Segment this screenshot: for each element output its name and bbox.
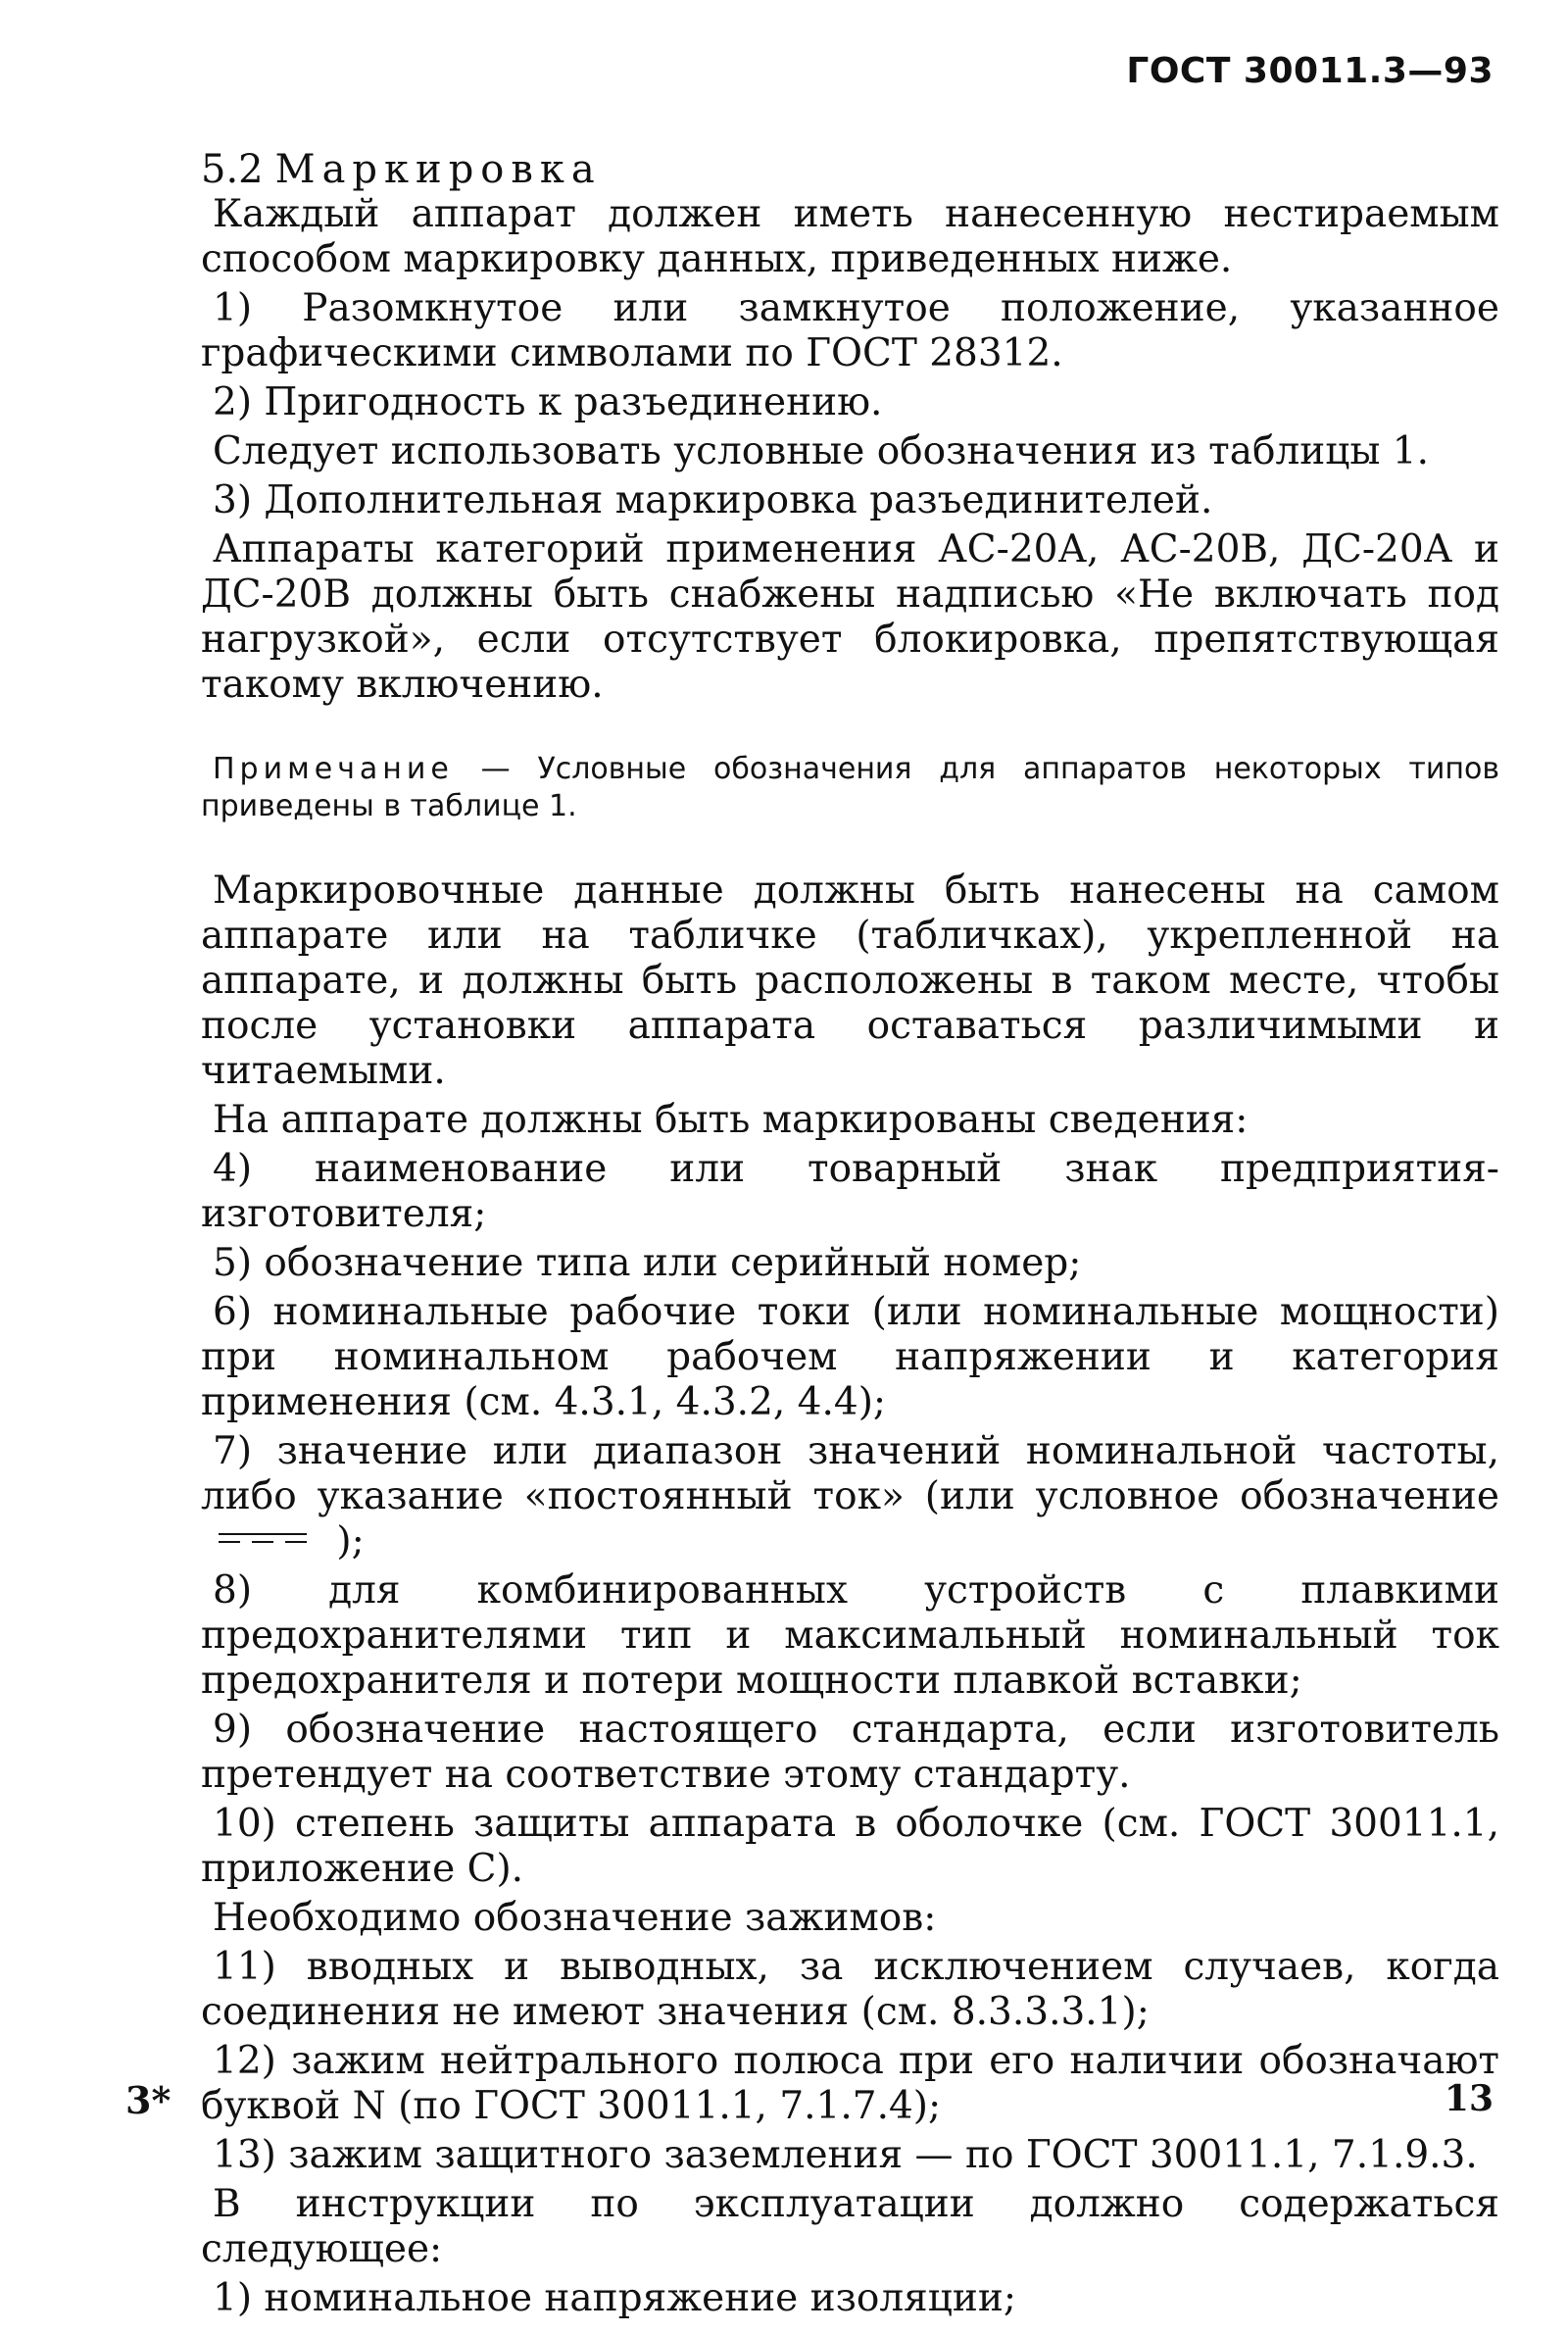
footer-sheet-mark: 3* — [125, 2078, 172, 2122]
paragraph: Необходимо обозначение зажимов: — [213, 1896, 937, 1940]
section-number: 5.2 — [201, 147, 264, 192]
list-item: 12) зажим нейтрального полюса при его наличии обозначают буквой N (по ГОСТ 30011.1, 7.1.7.4); — [201, 2039, 1499, 2128]
paragraph: На аппарате должны быть маркированы сведения: — [213, 1098, 1249, 1142]
item7-text: 7) значение или диапазон значений номинальной частоты, либо указание «постоянный ток» (или условное обозначение — [201, 1429, 1499, 1518]
paragraph: В инструкции по эксплуатации должно содержаться следующее: — [201, 2182, 1499, 2271]
paragraph: Следует использовать условные обозначения из таблицы 1. — [213, 429, 1429, 473]
list-item: 9) обозначение настоящего стандарта, если изготовитель претендует на соответствие этому стандарту. — [201, 1708, 1499, 1797]
section-heading — [201, 147, 1499, 192]
paragraph: Маркировочные данные должны быть нанесены на самом аппарате или на табличке (табличках), укрепленной на аппарате, и должны быть расположены в таком месте, чтобы после установки аппарата оставаться различимыми и читаемыми. — [201, 869, 1499, 1093]
note-label: Примечание — [213, 752, 454, 786]
list-item: 1) Разомкнутое или замкнутое положение, указанное графическими символами по ГОСТ 28312. — [201, 286, 1499, 375]
page-number: 13 — [1444, 2078, 1494, 2119]
list-item: 3) Дополнительная маркировка разъединителей. — [213, 478, 1213, 522]
paragraph: Аппараты категорий применения АС-20А, АС-20В, ДС-20А и ДС-20В должны быть снабжены надписью «Не включать под нагрузкой», если отсутствует блокировка, препятствующая такому включению. — [201, 527, 1499, 707]
list-item-7 — [201, 1429, 1499, 1564]
document-header: ГОСТ 30011.3—93 — [1126, 51, 1494, 91]
list-item: 8) для комбинированных устройств с плавкими предохранителями тип и максимальный номинальный ток предохранителя и потери мощности плавкой вставки; — [201, 1568, 1499, 1703]
section-title: Маркировка — [274, 147, 602, 192]
note — [201, 751, 1499, 825]
list-item: 4) наименование или товарный знак предприятия-изготовителя; — [201, 1147, 1499, 1236]
document-body — [201, 147, 1499, 2321]
list-item: 6) номинальные рабочие токи (или номинальные мощности) при номинальном рабочем напряжении и категория применения (см. 4.3.1, 4.3.2, 4.4); — [201, 1290, 1499, 1424]
item7-end: ); — [336, 1519, 365, 1564]
paragraph: Каждый аппарат должен иметь нанесенную нестираемым способом маркировку данных, приведенных ниже. — [201, 192, 1499, 281]
list-item: 10) степень защиты аппарата в оболочке (см. ГОСТ 30011.1, приложение С). — [201, 1802, 1499, 1891]
list-item: 1) номинальное напряжение изоляции; — [213, 2276, 1016, 2320]
list-item: 5) обозначение типа или серийный номер; — [213, 1241, 1082, 1285]
list-item: 2) Пригодность к разъединению. — [213, 380, 883, 424]
direct-current-symbol-icon — [219, 1531, 307, 1545]
note-text: — Условные обозначения для аппаратов некоторых типов приведены в таблице 1. — [201, 752, 1499, 823]
list-item: 11) вводных и выводных, за исключением случаев, когда соединения не имеют значения (см. 8.3.3.3.1); — [201, 1945, 1499, 2034]
list-item: 13) зажим защитного заземления — по ГОСТ 30011.1, 7.1.9.3. — [213, 2133, 1478, 2177]
